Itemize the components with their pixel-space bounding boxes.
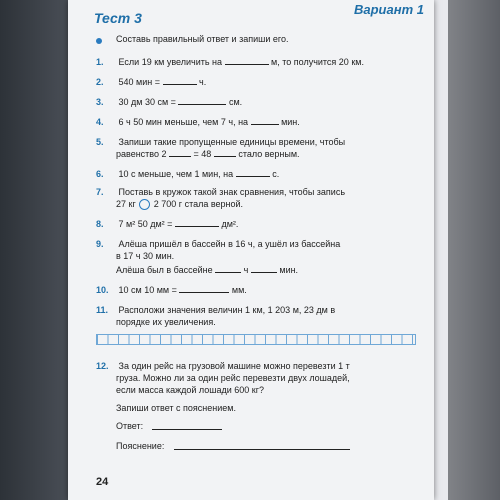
task-text: мм.: [231, 285, 247, 295]
task-number: 12.: [96, 361, 109, 371]
answer-blank[interactable]: [225, 56, 269, 65]
answer-blank[interactable]: [215, 264, 241, 273]
task-text: 30 дм 30 см =: [118, 97, 176, 107]
task-2: [96, 76, 206, 89]
answer-blank[interactable]: [169, 148, 191, 157]
task-number: 3.: [96, 97, 104, 107]
background-left: [0, 0, 70, 500]
answer-blank[interactable]: [179, 284, 229, 293]
answer-label: Ответ:: [116, 421, 144, 431]
task-10: [96, 284, 247, 297]
task-4: [96, 116, 300, 129]
task-1: [96, 56, 364, 69]
task-number: 1.: [96, 57, 104, 67]
answer-blank[interactable]: [251, 116, 279, 125]
task-text: = 48: [193, 149, 212, 159]
task-8: [96, 218, 238, 231]
bullet-icon: [96, 38, 102, 44]
task-text: мин.: [281, 117, 300, 127]
task-3: [96, 96, 242, 109]
test-title: Тест 3: [94, 10, 142, 26]
task-12-line-4: Запиши ответ с пояснением.: [116, 403, 236, 413]
page-number: 24: [96, 476, 109, 488]
answer-blank[interactable]: [251, 264, 277, 273]
explanation-line[interactable]: [174, 449, 350, 450]
task-text: мин.: [279, 265, 299, 275]
task-text: см.: [228, 97, 243, 107]
answer-line[interactable]: [152, 429, 222, 430]
task-text: ч.: [199, 77, 207, 87]
task-12-line-3: если масса каждой лошади 600 кг?: [116, 385, 265, 395]
task-11-line-2: порядке их увеличения.: [116, 317, 216, 327]
task-text: Алёша был в бассейне: [116, 265, 213, 275]
task-5-line-2: [116, 148, 300, 161]
task-6: [96, 168, 279, 181]
task-text: 2 700 г стала верной.: [153, 199, 244, 209]
task-text: 540 мин =: [118, 77, 160, 87]
task-text: Поставь в кружок такой знак сравнения, чтобы запись: [118, 187, 346, 197]
task-text: 7 м² 50 дм² =: [118, 219, 173, 229]
task-text: с.: [272, 169, 280, 179]
task-number: 2.: [96, 77, 104, 87]
comparison-circle[interactable]: [139, 199, 150, 210]
task-text: дм².: [221, 219, 239, 229]
task-12-line-2: груза. Можно ли за один рейс перевезти двух лошадей,: [116, 373, 350, 383]
task-number: 7.: [96, 187, 104, 197]
answer-grid[interactable]: [96, 334, 416, 345]
variant-label: Вариант 1: [354, 2, 424, 17]
task-9-line-2: в 17 ч 30 мин.: [116, 251, 175, 261]
task-text: равенство 2: [116, 149, 167, 159]
answer-blank[interactable]: [214, 148, 236, 157]
task-number: 5.: [96, 137, 104, 147]
task-number: 4.: [96, 117, 104, 127]
task-text: ч: [243, 265, 249, 275]
answer-blank[interactable]: [236, 168, 270, 177]
task-text: стало верным.: [238, 149, 300, 159]
explanation-label: Пояснение:: [116, 441, 165, 451]
instruction: Составь правильный ответ и запиши его.: [116, 34, 289, 44]
task-number: 9.: [96, 239, 104, 249]
task-text: 10 с меньше, чем 1 мин, на: [118, 169, 234, 179]
task-text: Алёша пришёл в бассейн в 16 ч, а ушёл из бассейна: [118, 239, 341, 249]
task-text: 10 см 10 мм =: [118, 285, 177, 295]
task-text: Запиши такие пропущенные единицы времени, чтобы: [118, 137, 346, 147]
task-number: 8.: [96, 219, 104, 229]
task-number: 6.: [96, 169, 104, 179]
answer-blank[interactable]: [178, 96, 226, 105]
task-text: м, то получится 20 км.: [271, 57, 364, 67]
task-text: 27 кг: [116, 199, 136, 209]
task-text: 6 ч 50 мин меньше, чем 7 ч, на: [118, 117, 249, 127]
workbook-page: [68, 0, 434, 500]
answer-blank[interactable]: [163, 76, 197, 85]
task-number: 10.: [96, 285, 109, 295]
task-number: 11.: [96, 305, 109, 315]
task-text: За один рейс на грузовой машине можно перевезти 1 т: [118, 361, 350, 371]
task-9-line-3: [116, 264, 298, 277]
task-7-line-2: [116, 198, 243, 211]
task-text: Если 19 км увеличить на: [118, 57, 223, 67]
answer-blank[interactable]: [175, 218, 219, 227]
task-text: Расположи значения величин 1 км, 1 203 м, 23 дм в: [118, 305, 336, 315]
